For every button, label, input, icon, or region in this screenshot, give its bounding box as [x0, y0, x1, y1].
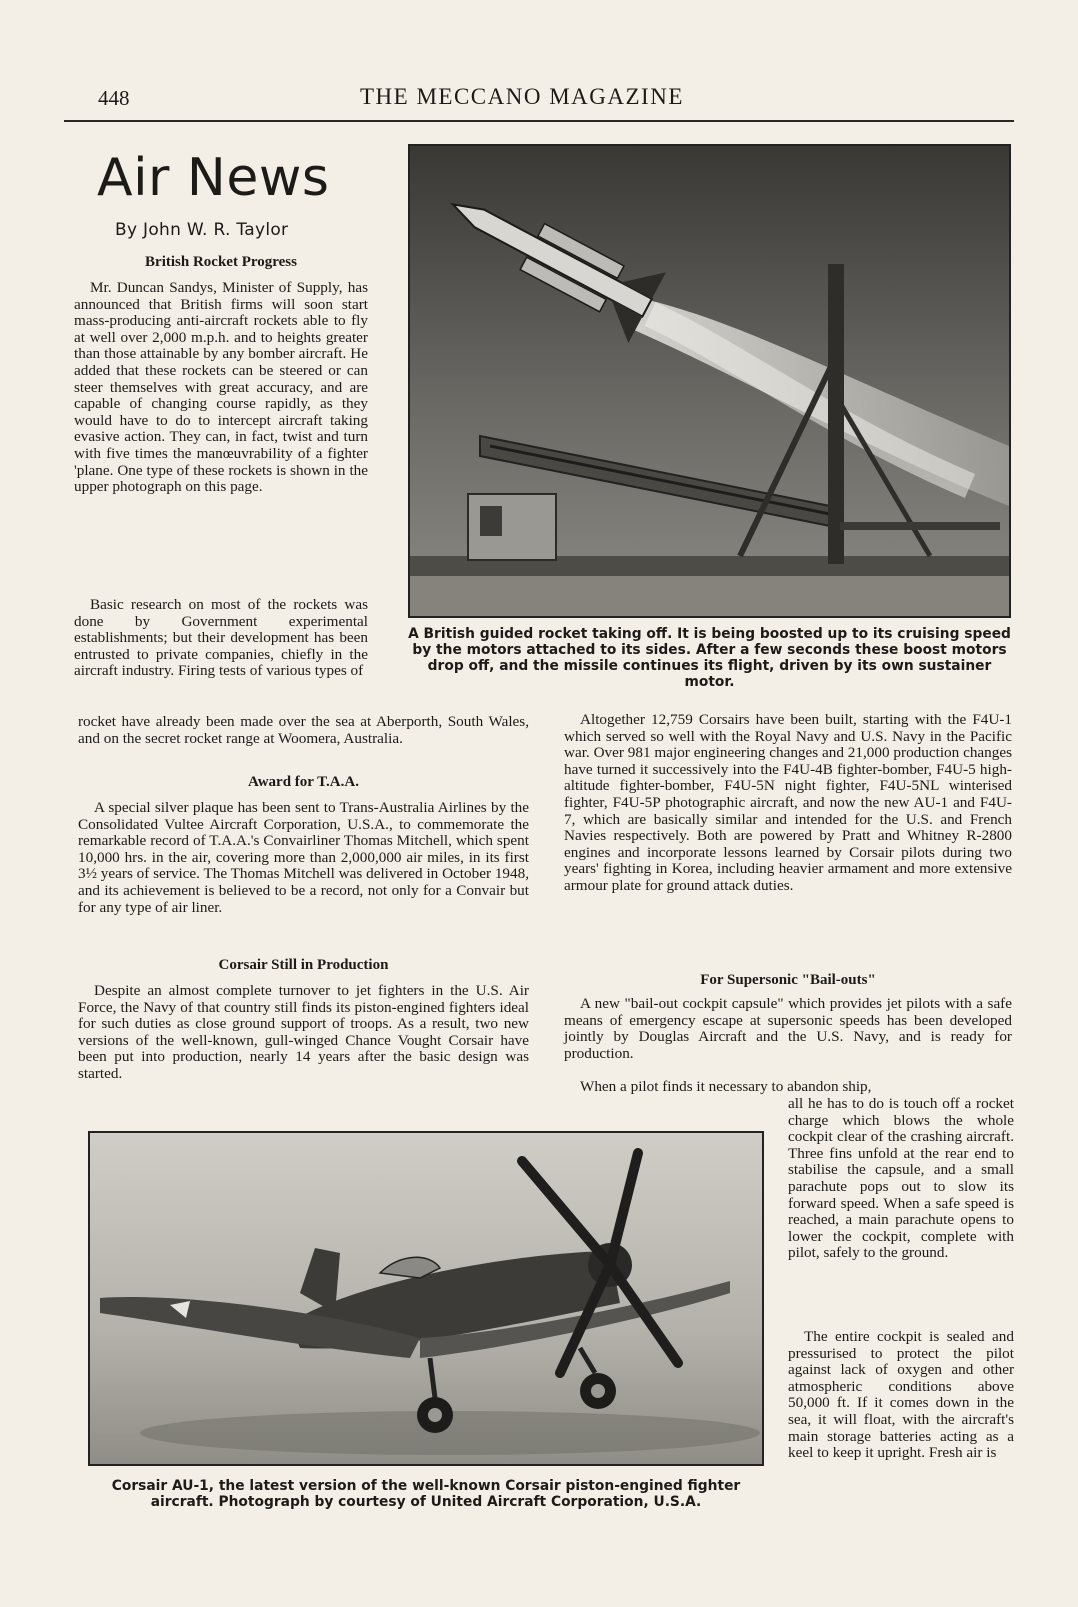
page-number: 448 — [98, 86, 130, 110]
paragraph-rocket-2: Basic research on most of the rockets was done by Government experimental establishments; but their development has been entrusted to private companies, chiefly in the aircraft industry. Firing tests of various types of — [74, 596, 368, 680]
heading-rocket-progress: British Rocket Progress — [145, 254, 297, 270]
article-title: Air News — [97, 148, 330, 208]
paragraph-bailout-4: The entire cockpit is sealed and pressurised to protect the pilot against lack of oxygen and other atmospheric conditions above 50,000 ft. If it comes down in the sea, it will float, with the aircraft's main storage batteries acting as a keel to keep it upright. Fresh air is — [788, 1328, 1014, 1462]
heading-corsair: Corsair Still in Production — [218, 957, 389, 973]
paragraph-corsair-2: Altogether 12,759 Corsairs have been built, starting with the F4U-1 which served so well with the Royal Navy and U.S. Navy in the Pacific war. Over 981 major engineering changes and 21,000 production changes have turned it successively into the F4U-4B fighter-bomber, F4U-5 high-altitude fighter-bomber, F4U-5N night fighter, F4U-5NL winterised fighter, F4U-5P photographic aircraft, and now the new AU-1 and F4U-7, which are basically similar and intended for the U.S. and French Navies respectively. Both are powered by Pratt and Whitney R-2800 engines and incorporate lessons learned by Corsair pilots during two years' fighting in Korea, including heavier armament and more extensive armour plate for ground attack duties. — [564, 711, 1012, 894]
article-byline: By John W. R. Taylor — [115, 220, 289, 240]
heading-award: Award for T.A.A. — [248, 774, 359, 790]
magazine-title: THE MECCANO MAGAZINE — [360, 84, 684, 109]
rocket-caption: A British guided rocket taking off. It is being boosted up to its cruising speed by the motors attached to its sides. After a few seconds these boost motors drop off, and the missile continues its flight, driven by its own sustainer motor. — [408, 626, 1011, 690]
paragraph-award: A special silver plaque has been sent to Trans-Australia Airlines by the Consolidated Vultee Aircraft Corporation, U.S.A., to commemorate the remarkable record of T.A.A.'s Convairliner Thomas Mitchell, which spent 10,000 hrs. in the air, covering more than 2,000,000 air miles, in its first 3½ years of service. The Thomas Mitchell was delivered in October 1948, and its achievement is believed to be a record, not only for a Convair but for any type of air liner. — [78, 799, 529, 916]
heading-bail-outs: For Supersonic "Bail-outs" — [700, 972, 876, 988]
header-rule — [64, 120, 1014, 122]
paragraph-corsair-1: Despite an almost complete turnover to jet fighters in the U.S. Air Force, the Navy of that country still finds its piston-engined fighters ideal for such duties as close ground support of troops. As a result, two new versions of the well-known, gull-winged Chance Vought Corsair have been put into production, nearly 14 years after the basic design was started. — [78, 982, 529, 1082]
paragraph-rocket-3: rocket have already been made over the sea at Aberporth, South Wales, and on the secret rocket range at Woomera, Australia. — [78, 713, 529, 747]
paragraph-bailout-3: all he has to do is touch off a rocket charge which blows the whole cockpit clear of the crashing aircraft. Three fins unfold at the rear end to stabilise the capsule, and a small parachute pops out to slow its forward speed. When a safe speed is reached, a main parachute opens to lower the cockpit, complete with pilot, safely to the ground. — [788, 1095, 1014, 1262]
paragraph-rocket-1: Mr. Duncan Sandys, Minister of Supply, has announced that British firms will soon start mass-producing anti-aircraft rockets able to fly at well over 2,000 m.p.h. and to heights greater than those attainable by any bomber aircraft. He added that these rockets can be steered or can steer themselves with great accuracy, and are capable of changing course rapidly, as they would have to do to intercept aircraft taking evasive action. They can, in fact, twist and turn with five times the manœuvrability of a fighter 'plane. One type of these rockets is shown in the upper photograph on this page. — [74, 279, 368, 496]
corsair-photo — [88, 1131, 764, 1466]
paragraph-bailout-2: When a pilot finds it necessary to abandon ship, — [580, 1078, 872, 1095]
corsair-caption: Corsair AU-1, the latest version of the well-known Corsair piston-engined fighter aircraft. Photograph by courtesy of United Aircraft Corporation, U.S.A. — [111, 1478, 741, 1510]
rocket-photo — [408, 144, 1011, 618]
paragraph-bailout-1: A new "bail-out cockpit capsule" which provides jet pilots with a safe means of emergency escape at supersonic speeds has been developed jointly by Douglas Aircraft and the U.S. Navy, and is ready for production. — [564, 995, 1012, 1062]
